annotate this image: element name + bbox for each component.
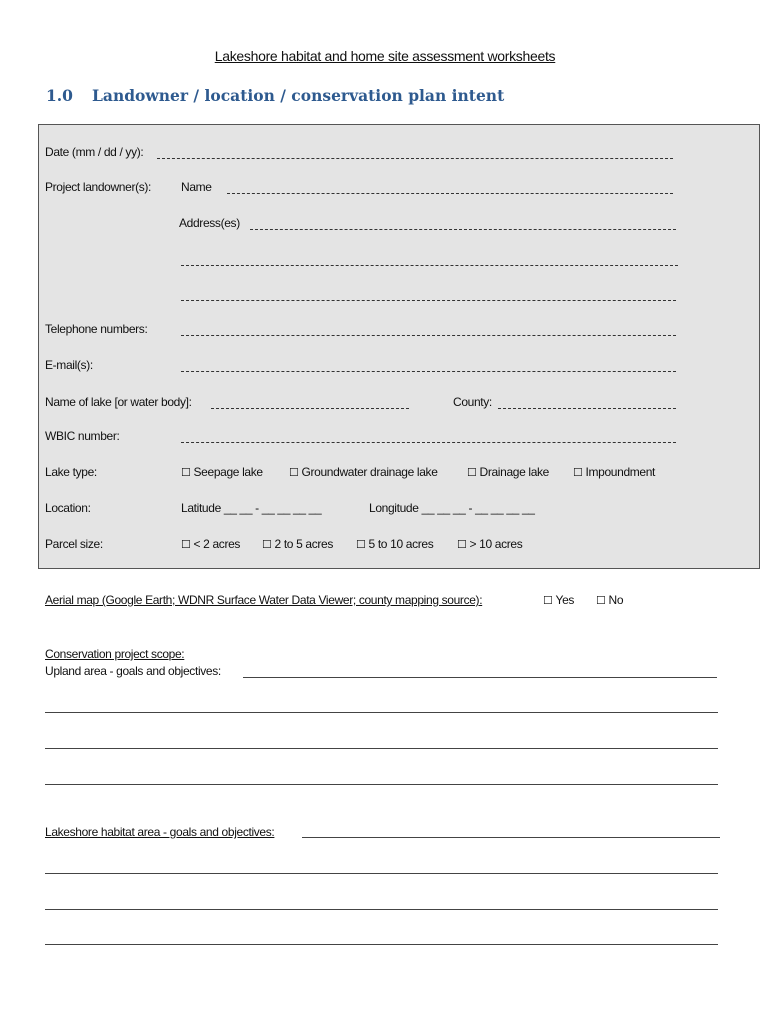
upland-goals-field-2[interactable] xyxy=(45,712,718,713)
county-field[interactable] xyxy=(498,408,676,409)
lakeshore-goals-field-4[interactable] xyxy=(45,944,718,945)
latitude-label: Latitude xyxy=(181,501,221,515)
name-field[interactable] xyxy=(227,193,673,194)
address-field-1[interactable] xyxy=(250,229,676,230)
address-field-2[interactable] xyxy=(181,265,678,266)
lake-type-option-groundwater[interactable] xyxy=(289,465,438,479)
checkbox-icon[interactable]: ☐ xyxy=(596,595,606,607)
checkbox-icon[interactable]: ☐ xyxy=(181,539,191,551)
checkbox-icon[interactable]: ☐ xyxy=(457,539,467,551)
section-title: Landowner / location / conservation plan intent xyxy=(92,86,505,105)
address-field-3[interactable] xyxy=(181,300,676,301)
parcel-size-label: Parcel size: xyxy=(45,537,103,551)
date-label: Date (mm / dd / yy): xyxy=(45,145,144,159)
telephone-label: Telephone numbers: xyxy=(45,322,148,336)
lakeshore-goals-text: Lakeshore habitat area - goals and objectives: xyxy=(45,825,275,839)
aerial-map-label: Aerial map (Google Earth; WDNR Surface Water Data Viewer; county mapping source): xyxy=(45,593,483,607)
upland-goals-field-4[interactable] xyxy=(45,784,718,785)
aerial-no-option[interactable] xyxy=(596,593,623,607)
lake-type-option-seepage[interactable] xyxy=(181,465,263,479)
option-label: Drainage lake xyxy=(479,465,550,479)
upland-goals-field-1[interactable] xyxy=(243,677,717,678)
checkbox-icon[interactable]: ☐ xyxy=(573,467,583,479)
name-label: Name xyxy=(181,180,212,194)
lakeshore-goals-field-1[interactable] xyxy=(302,837,720,838)
checkbox-icon[interactable]: ☐ xyxy=(289,467,299,479)
telephone-field[interactable] xyxy=(181,335,676,336)
upland-goals-label: Upland area - goals and objectives: xyxy=(45,664,221,678)
parcel-option-2to5[interactable] xyxy=(262,537,333,551)
longitude-blank: __ __ __ - __ __ __ __ xyxy=(421,501,535,515)
section-number: 1.0 xyxy=(46,86,73,105)
parcel-option-lt2[interactable] xyxy=(181,537,240,551)
location-label: Location: xyxy=(45,501,91,515)
latitude-field[interactable] xyxy=(181,501,321,515)
lake-name-field[interactable] xyxy=(211,408,409,409)
address-label: Address(es) xyxy=(179,216,240,230)
aerial-yes-option[interactable] xyxy=(543,593,574,607)
wbic-field[interactable] xyxy=(181,442,676,443)
landowner-label: Project landowner(s): xyxy=(45,180,152,194)
option-label: > 10 acres xyxy=(469,537,523,551)
lake-type-option-drainage[interactable] xyxy=(467,465,549,479)
option-label: Groundwater drainage lake xyxy=(301,465,438,479)
upland-goals-field-3[interactable] xyxy=(45,748,718,749)
checkbox-icon[interactable]: ☐ xyxy=(467,467,477,479)
wbic-label: WBIC number: xyxy=(45,429,120,443)
document-title: Lakeshore habitat and home site assessment worksheets xyxy=(214,48,556,64)
lakeshore-goals-field-2[interactable] xyxy=(45,873,718,874)
longitude-label: Longitude xyxy=(369,501,419,515)
county-label: County: xyxy=(453,395,492,409)
checkbox-icon[interactable]: ☐ xyxy=(181,467,191,479)
option-label: 2 to 5 acres xyxy=(274,537,334,551)
checkbox-icon[interactable]: ☐ xyxy=(543,595,553,607)
checkbox-icon[interactable]: ☐ xyxy=(356,539,366,551)
option-label: Seepage lake xyxy=(193,465,263,479)
email-label: E-mail(s): xyxy=(45,358,93,372)
parcel-option-5to10[interactable] xyxy=(356,537,433,551)
lake-type-label: Lake type: xyxy=(45,465,97,479)
scope-heading: Conservation project scope: xyxy=(45,647,185,661)
option-label: 5 to 10 acres xyxy=(368,537,434,551)
date-field[interactable] xyxy=(157,158,673,159)
latitude-blank: __ __ - __ __ __ __ xyxy=(223,501,322,515)
option-label: < 2 acres xyxy=(193,537,241,551)
option-label: No xyxy=(608,593,624,607)
email-field[interactable] xyxy=(181,371,676,372)
lakeshore-goals-label xyxy=(45,825,274,839)
option-label: Impoundment xyxy=(585,465,656,479)
lake-name-label: Name of lake [or water body]: xyxy=(45,395,192,409)
longitude-field[interactable] xyxy=(369,501,535,515)
parcel-option-gt10[interactable] xyxy=(457,537,522,551)
option-label: Yes xyxy=(555,593,575,607)
lakeshore-goals-field-3[interactable] xyxy=(45,909,718,910)
lake-type-option-impoundment[interactable] xyxy=(573,465,655,479)
checkbox-icon[interactable]: ☐ xyxy=(262,539,272,551)
